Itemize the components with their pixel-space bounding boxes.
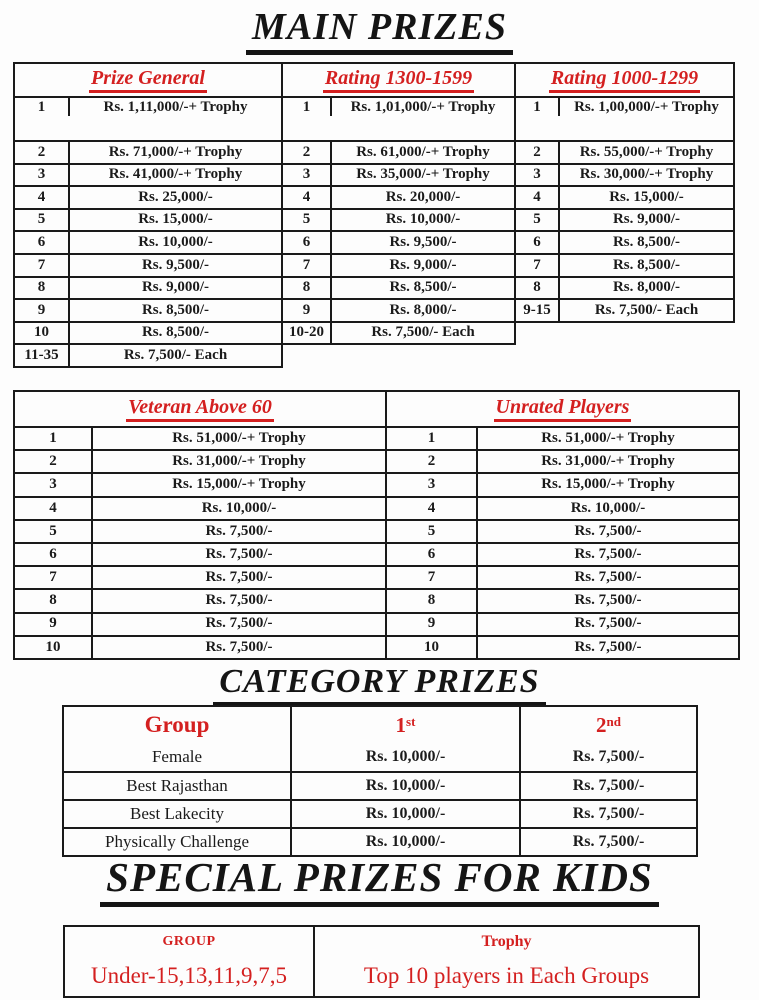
category-first-prize-cell: Rs. 10,000/-: [290, 743, 519, 771]
veteran-above-60-header: [15, 392, 385, 426]
rank-cell: 6: [516, 232, 560, 253]
prize-row: [15, 519, 385, 542]
prize-cell: Rs. 7,500/- Each: [594, 301, 699, 318]
prize-row: [516, 276, 733, 299]
rank-cell: 2: [283, 142, 332, 163]
rank-cell: 7: [15, 567, 93, 588]
prize-cell: Rs. 7,500/-: [205, 638, 273, 655]
rank-cell: 1: [15, 428, 93, 449]
prize-cell: Rs. 9,000/-: [612, 211, 681, 228]
rank-cell: 6: [283, 232, 332, 253]
prize-cell: Rs. 20,000/-: [385, 188, 461, 205]
rank-cell: 7: [283, 255, 332, 276]
category-group-cell: Physically Challenge: [104, 832, 249, 851]
prize-row: [283, 276, 514, 299]
category-second-prize-cell: Rs. 7,500/-: [519, 773, 696, 799]
prize-cell: Rs. 61,000/-+ Trophy: [356, 143, 490, 160]
rank-cell: 1: [516, 98, 560, 116]
first-place-number: 1: [395, 712, 407, 737]
category-first-prize-cell: Rs. 10,000/-: [290, 773, 519, 799]
prize-cell: Rs. 10,000/-: [201, 499, 277, 516]
prize-row: [516, 298, 733, 321]
prize-row: [283, 163, 514, 186]
prize-cell: Rs. 8,500/-: [141, 324, 210, 341]
prize-general-header-text: Prize General: [89, 67, 207, 93]
rating-1000-1299-header: [516, 64, 733, 96]
kids-trophy-cell: Top 10 players in Each Groups: [313, 956, 698, 996]
rank-cell: 6: [15, 232, 70, 253]
category-prizes-table: [62, 705, 698, 857]
rank-cell: 3: [15, 474, 93, 495]
prize-cell: Rs. 8,000/-: [612, 279, 681, 296]
prize-cell: Rs. 7,500/-: [205, 569, 273, 586]
category-second-prize-cell: Rs. 7,500/-: [519, 801, 696, 827]
kids-group-cell: Under-15,13,11,9,7,5: [90, 963, 288, 988]
kids-prizes-table: [63, 925, 700, 998]
rank-cell: 8: [15, 278, 70, 299]
rank-cell: 8: [15, 590, 93, 611]
unrated-players-header: [387, 392, 738, 426]
prize-row: [387, 519, 738, 542]
prize-cell: Rs. 8,500/-: [612, 256, 681, 273]
rating-1000-1299-header-text: Rating 1000-1299: [549, 67, 700, 93]
rating-1000-1299-rows: [516, 96, 733, 321]
prize-cell: Rs. 71,000/-+ Trophy: [108, 143, 243, 160]
category-rows: [64, 743, 696, 855]
prize-cell: Rs. 9,500/-: [141, 256, 210, 273]
prize-cell: Rs. 7,500/-: [574, 615, 642, 632]
category-row: [64, 827, 696, 855]
column-header-group: Group: [144, 712, 210, 737]
rank-cell: 4: [387, 498, 478, 519]
rank-cell: 4: [15, 498, 93, 519]
prize-row: [387, 635, 738, 658]
unrated-players-column: [385, 390, 740, 660]
prize-cell: Rs. 7,500/-: [574, 592, 642, 609]
prize-row: [387, 449, 738, 472]
prize-cell: Rs. 7,500/-: [205, 522, 273, 539]
rank-cell: 6: [15, 544, 93, 565]
prize-row: [15, 542, 385, 565]
rating-1300-1599-header-text: Rating 1300-1599: [323, 67, 474, 93]
prize-row: [283, 253, 514, 276]
kids-rows: [65, 956, 698, 996]
kids-prizes-title-text: SPECIAL PRIZES FOR KIDS: [100, 853, 659, 907]
rank-cell: 5: [15, 210, 70, 231]
rank-cell: 1: [387, 428, 478, 449]
prize-cell: Rs. 30,000/-+ Trophy: [579, 166, 714, 183]
category-header-row: [64, 707, 696, 743]
prize-cell: Rs. 9,000/-: [389, 256, 457, 273]
prize-cell: Rs. 7,500/- Each: [371, 324, 475, 341]
main-prizes-title: [0, 5, 759, 55]
rank-cell: 3: [516, 165, 560, 186]
kids-column-header-group: GROUP: [162, 933, 216, 949]
kids-prizes-title: [0, 853, 759, 907]
prize-row: [15, 185, 281, 208]
prize-row: [516, 253, 733, 276]
veteran-above-60-header-text: Veteran Above 60: [126, 396, 274, 422]
prize-cell: Rs. 7,500/-: [574, 638, 642, 655]
prize-row: [15, 96, 281, 140]
prize-cell: Rs. 15,000/-: [609, 188, 684, 205]
prize-row: [15, 253, 281, 276]
prize-row: [516, 230, 733, 253]
prize-row: [283, 140, 514, 163]
rank-cell: 7: [387, 567, 478, 588]
rank-cell: 9: [15, 300, 70, 321]
category-group-cell: Best Rajasthan: [126, 776, 228, 795]
rank-cell: 3: [387, 474, 478, 495]
prize-cell: Rs. 8,500/-: [612, 234, 681, 251]
prize-cell: Rs. 31,000/-+ Trophy: [172, 453, 306, 470]
prize-row: [283, 298, 514, 321]
prize-row: [15, 230, 281, 253]
column-header-first: [290, 707, 519, 743]
unrated-players-rows: [387, 426, 738, 658]
rating-1300-1599-header: [283, 64, 514, 96]
prize-row: [15, 163, 281, 186]
prize-row: [387, 588, 738, 611]
prize-cell: Rs. 15,000/-+ Trophy: [172, 476, 306, 493]
prize-row: [387, 565, 738, 588]
prize-cell: Rs. 41,000/-+ Trophy: [108, 166, 243, 183]
prize-general-column: [13, 62, 283, 368]
rank-cell: 4: [15, 187, 70, 208]
rank-cell: 10: [387, 637, 478, 658]
unrated-players-header-text: Unrated Players: [494, 396, 632, 422]
rank-cell: 9: [387, 614, 478, 635]
category-row: [64, 799, 696, 827]
prize-cell: Rs. 7,500/-: [205, 592, 273, 609]
prize-cell: Rs. 7,500/-: [205, 615, 273, 632]
prize-row: [283, 230, 514, 253]
prize-cell: Rs. 55,000/-+ Trophy: [579, 143, 714, 160]
prize-cell: Rs. 7,500/-: [205, 545, 273, 562]
prize-row: [15, 635, 385, 658]
category-row: [64, 743, 696, 771]
prize-row: [15, 588, 385, 611]
prize-row: [15, 426, 385, 449]
rating-1300-1599-rows: [283, 96, 514, 343]
prize-cell: Rs. 51,000/-+ Trophy: [541, 429, 675, 446]
prize-row: [387, 472, 738, 495]
second-place-number: 2: [596, 712, 607, 737]
rank-cell: 1: [15, 98, 70, 116]
prize-row: [387, 426, 738, 449]
prize-cell: Rs. 15,000/-+ Trophy: [541, 476, 675, 493]
prize-row: [283, 208, 514, 231]
prize-cell: Rs. 10,000/-: [385, 211, 461, 228]
prize-cell: Rs. 35,000/-+ Trophy: [356, 166, 490, 183]
rank-cell: 7: [516, 255, 560, 276]
category-prizes-title: [0, 663, 759, 707]
category-first-prize-cell: Rs. 10,000/-: [290, 801, 519, 827]
prize-cell: Rs. 9,000/-: [141, 279, 210, 296]
category-prizes-title-text: CATEGORY PRIZES: [213, 663, 545, 707]
rank-cell: 7: [15, 255, 70, 276]
kids-row: [65, 956, 698, 996]
second-place-ordinal: nd: [606, 713, 621, 729]
prize-row: [283, 321, 514, 344]
kids-column-header-trophy: Trophy: [313, 927, 698, 956]
rank-cell: 9: [15, 614, 93, 635]
rank-cell: 2: [516, 142, 560, 163]
category-second-prize-cell: Rs. 7,500/-: [519, 829, 696, 855]
prize-cell: Rs. 15,000/-: [138, 211, 213, 228]
prize-cell: Rs. 8,000/-: [389, 301, 457, 318]
rank-cell: 8: [516, 278, 560, 299]
prize-cell: Rs. 1,00,000/-+ Trophy: [574, 99, 719, 115]
prize-cell: Rs. 31,000/-+ Trophy: [541, 453, 675, 470]
rating-1000-1299-column: [514, 62, 735, 323]
rank-cell: 2: [15, 451, 93, 472]
category-group-cell: Best Lakecity: [130, 804, 224, 823]
prize-cell: Rs. 9,500/-: [389, 234, 457, 251]
prize-cell: Rs. 8,500/-: [389, 279, 457, 296]
rank-cell: 8: [283, 278, 332, 299]
prize-row: [516, 96, 733, 140]
prize-row: [387, 542, 738, 565]
prize-row: [15, 565, 385, 588]
rank-cell: 5: [516, 210, 560, 231]
rank-cell: 2: [387, 451, 478, 472]
rank-cell: 5: [283, 210, 332, 231]
column-header-second: [519, 707, 696, 743]
prize-cell: Rs. 10,000/-: [570, 499, 646, 516]
rank-cell: 3: [283, 165, 332, 186]
prize-row: [15, 298, 281, 321]
prize-row: [15, 208, 281, 231]
rating-1300-1599-column: [281, 62, 516, 345]
prize-row: [516, 163, 733, 186]
rank-cell: 11-35: [15, 345, 70, 366]
category-second-prize-cell: Rs. 7,500/-: [519, 743, 696, 771]
rank-cell: 10: [15, 637, 93, 658]
prize-row: [15, 496, 385, 519]
rank-cell: 10: [15, 323, 70, 344]
prize-cell: Rs. 51,000/-+ Trophy: [172, 429, 306, 446]
prize-row: [15, 276, 281, 299]
prize-row: [516, 140, 733, 163]
rank-cell: 8: [387, 590, 478, 611]
rank-cell: 9: [283, 300, 332, 321]
veteran-above-60-rows: [15, 426, 385, 658]
prize-cell: Rs. 25,000/-: [138, 188, 213, 205]
prize-cell: Rs. 1,11,000/-+ Trophy: [103, 99, 248, 115]
rank-cell: 9-15: [516, 300, 560, 321]
prize-cell: Rs. 7,500/-: [574, 522, 642, 539]
prize-row: [283, 185, 514, 208]
rank-cell: 6: [387, 544, 478, 565]
prize-row: [516, 185, 733, 208]
kids-header-row: [65, 927, 698, 956]
prize-row: [15, 321, 281, 344]
prize-cell: Rs. 7,500/-: [574, 545, 642, 562]
rank-cell: 5: [387, 521, 478, 542]
prize-row: [387, 612, 738, 635]
prize-cell: Rs. 8,500/-: [141, 301, 210, 318]
prize-row: [15, 472, 385, 495]
prize-general-header: [15, 64, 281, 96]
rank-cell: 4: [516, 187, 560, 208]
prize-row: [15, 612, 385, 635]
veteran-above-60-column: [13, 390, 387, 660]
rank-cell: 10-20: [283, 323, 332, 344]
prize-row: [15, 343, 281, 366]
main-prizes-table: [13, 62, 735, 368]
prize-cell: Rs. 7,500/- Each: [123, 347, 228, 364]
prize-cell: Rs. 7,500/-: [574, 569, 642, 586]
prize-row: [15, 140, 281, 163]
rank-cell: 4: [283, 187, 332, 208]
category-first-prize-cell: Rs. 10,000/-: [290, 829, 519, 855]
prize-cell: Rs. 1,01,000/-+ Trophy: [350, 99, 496, 115]
prize-row: [387, 496, 738, 519]
main-prizes-title-text: MAIN PRIZES: [246, 5, 513, 55]
prize-row: [15, 449, 385, 472]
category-group-cell: Female: [151, 747, 203, 766]
secondary-prizes-table: [13, 390, 740, 660]
prize-general-rows: [15, 96, 281, 366]
rank-cell: 1: [283, 98, 332, 116]
rank-cell: 2: [15, 142, 70, 163]
prize-cell: Rs. 10,000/-: [138, 234, 213, 251]
first-place-ordinal: st: [406, 713, 416, 729]
rank-cell: 3: [15, 165, 70, 186]
prize-row: [283, 96, 514, 140]
prize-row: [516, 208, 733, 231]
category-row: [64, 771, 696, 799]
rank-cell: 5: [15, 521, 93, 542]
